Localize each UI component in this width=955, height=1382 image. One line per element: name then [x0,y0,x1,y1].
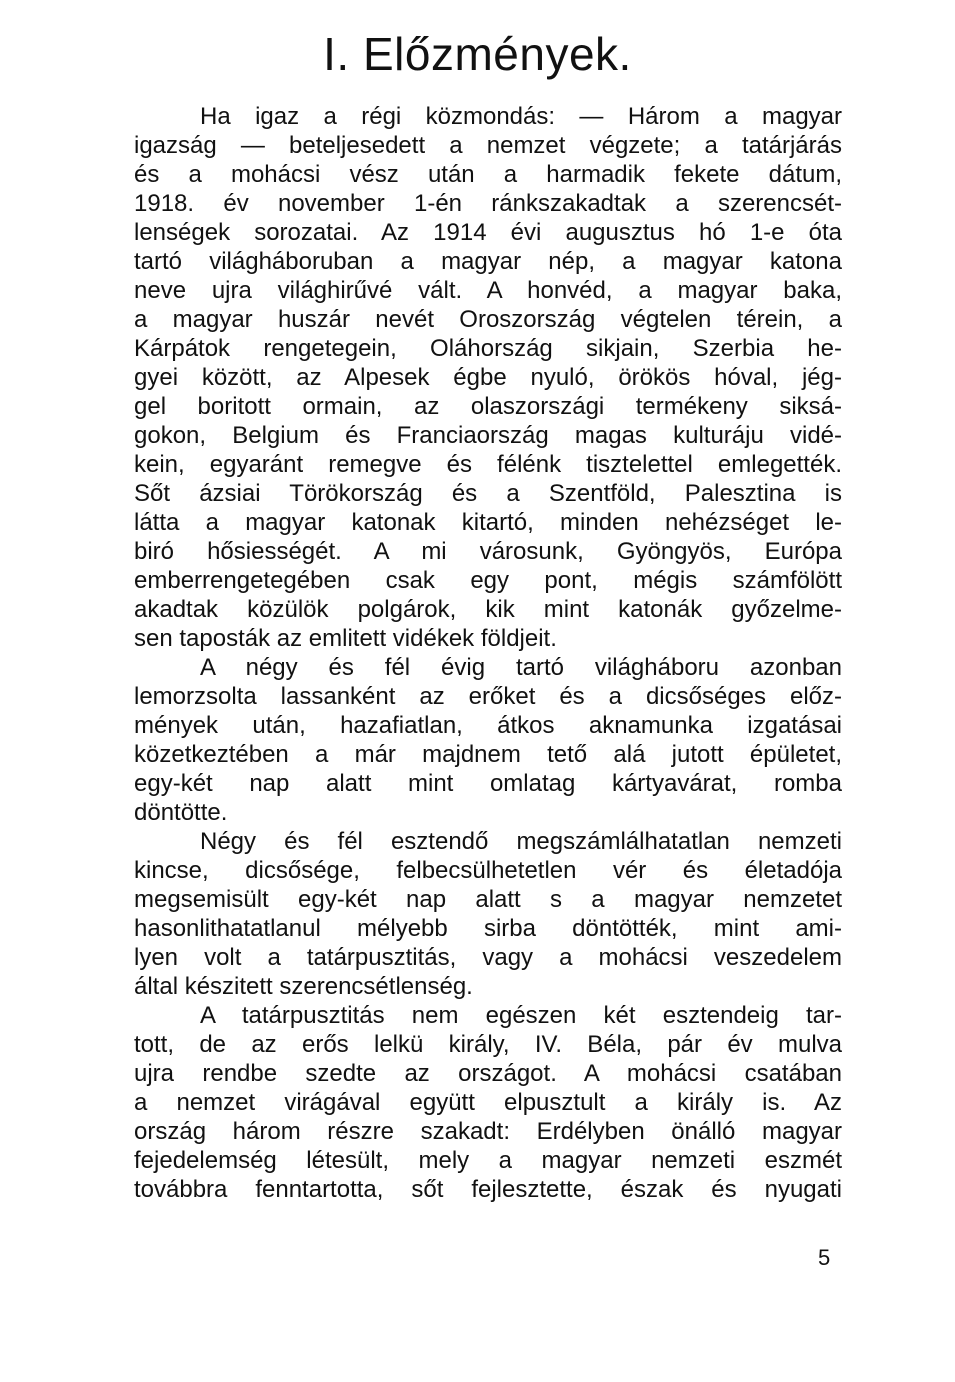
text-line: hasonlithatatlanul mélyebb sirba döntötték, mint ami- [134,915,842,942]
text-line: Kárpátok rengetegein, Oláhország sikjain, Szerbia he- [134,335,842,362]
text-line: gel boritott ormain, az olaszországi termékeny siksá- [134,393,842,420]
text-line: A tatárpusztitás nem egészen két esztendeig tar- [200,1002,842,1029]
text-line: gyei között, az Alpesek égbe nyuló, örökös hóval, jég- [134,364,842,391]
paragraph-2 [134,653,842,827]
text-line: mények után, hazafiatlan, átkos aknamunka izgatásai [134,712,842,739]
text-line: megsemisült egy-két nap alatt s a magyar nemzetet [134,886,842,913]
page-number: 5 [818,1245,831,1270]
chapter-heading: I. Előzmények. [323,28,632,80]
text-line: lemorzsolta lassanként az erőket és a dicsőséges előz- [134,683,842,710]
text-line: 1918. év november 1-én ránkszakadtak a szerencsét- [134,190,842,217]
text-line: tott, de az erős lelkü király, IV. Béla, pár év mulva [134,1031,842,1058]
text-line: biró hősiességét. A mi városunk, Gyöngyös, Európa [134,538,842,565]
text-line: A négy és fél évig tartó világháboru azonban [200,654,842,681]
text-line: sen taposták az emlitett vidékek földjeit. [134,625,557,652]
text-line: gokon, Belgium és Franciaország magas kulturáju vidé- [134,422,842,449]
text-line: emberrengetegében csak egy pont, mégis számfölött [134,567,842,594]
text-line: neve ujra világhirűvé vált. A honvéd, a magyar baka, [134,277,842,304]
text-line: igazság — beteljesedett a nemzet végzete; a tatárjárás [134,132,842,159]
text-line: által készitett szerencsétlenség. [134,973,473,1000]
text-line: fejedelemség létesült, mely a magyar nemzeti eszmét [134,1147,842,1174]
text-line: akadtak közülök polgárok, kik mint katonák győzelme- [134,596,842,623]
paragraph-3 [134,827,842,1001]
text-line: kein, egyaránt remegve és félénk tisztelettel emlegették. [134,451,842,478]
paragraph-4 [134,1001,842,1204]
text-line: ország három részre szakadt: Erdélyben önálló magyar [134,1118,842,1145]
text-line: lenségek sorozatai. Az 1914 évi augusztus hó 1-e óta [134,219,842,246]
body-text [134,102,842,1204]
text-line: látta a magyar katonak kitartó, minden nehézséget le- [134,509,842,536]
text-line: döntötte. [134,799,228,826]
text-line: és a mohácsi vész után a harmadik fekete dátum, [134,161,842,188]
text-line: Sőt ázsiai Törökország és a Szentföld, Palesztina is [134,480,842,507]
text-line: ujra rendbe szedte az országot. A mohácsi csatában [134,1060,842,1087]
text-line: továbbra fenntartotta, sőt fejlesztette, észak és nyugati [134,1176,842,1203]
text-line: kincse, dicsősége, felbecsülhetetlen vér és életadója [134,857,842,884]
text-line: egy-két nap alatt mint omlatag kártyavárat, romba [134,770,842,797]
paragraph-1 [134,102,842,653]
text-line: a magyar huszár nevét Oroszország végtelen térein, a [134,306,842,333]
text-line: tartó világháboruban a magyar nép, a magyar katona [134,248,842,275]
text-line: lyen volt a tatárpusztitás, vagy a mohácsi veszedelem [134,944,842,971]
text-line: Ha igaz a régi közmondás: — Három a magyar [200,103,842,130]
text-line: a nemzet virágával együtt elpusztult a király is. Az [134,1089,842,1116]
text-line: közetkeztében a már majdnem tető alá jutott épületet, [134,741,842,768]
text-line: Négy és fél esztendő megszámlálhatatlan nemzeti [200,828,842,855]
